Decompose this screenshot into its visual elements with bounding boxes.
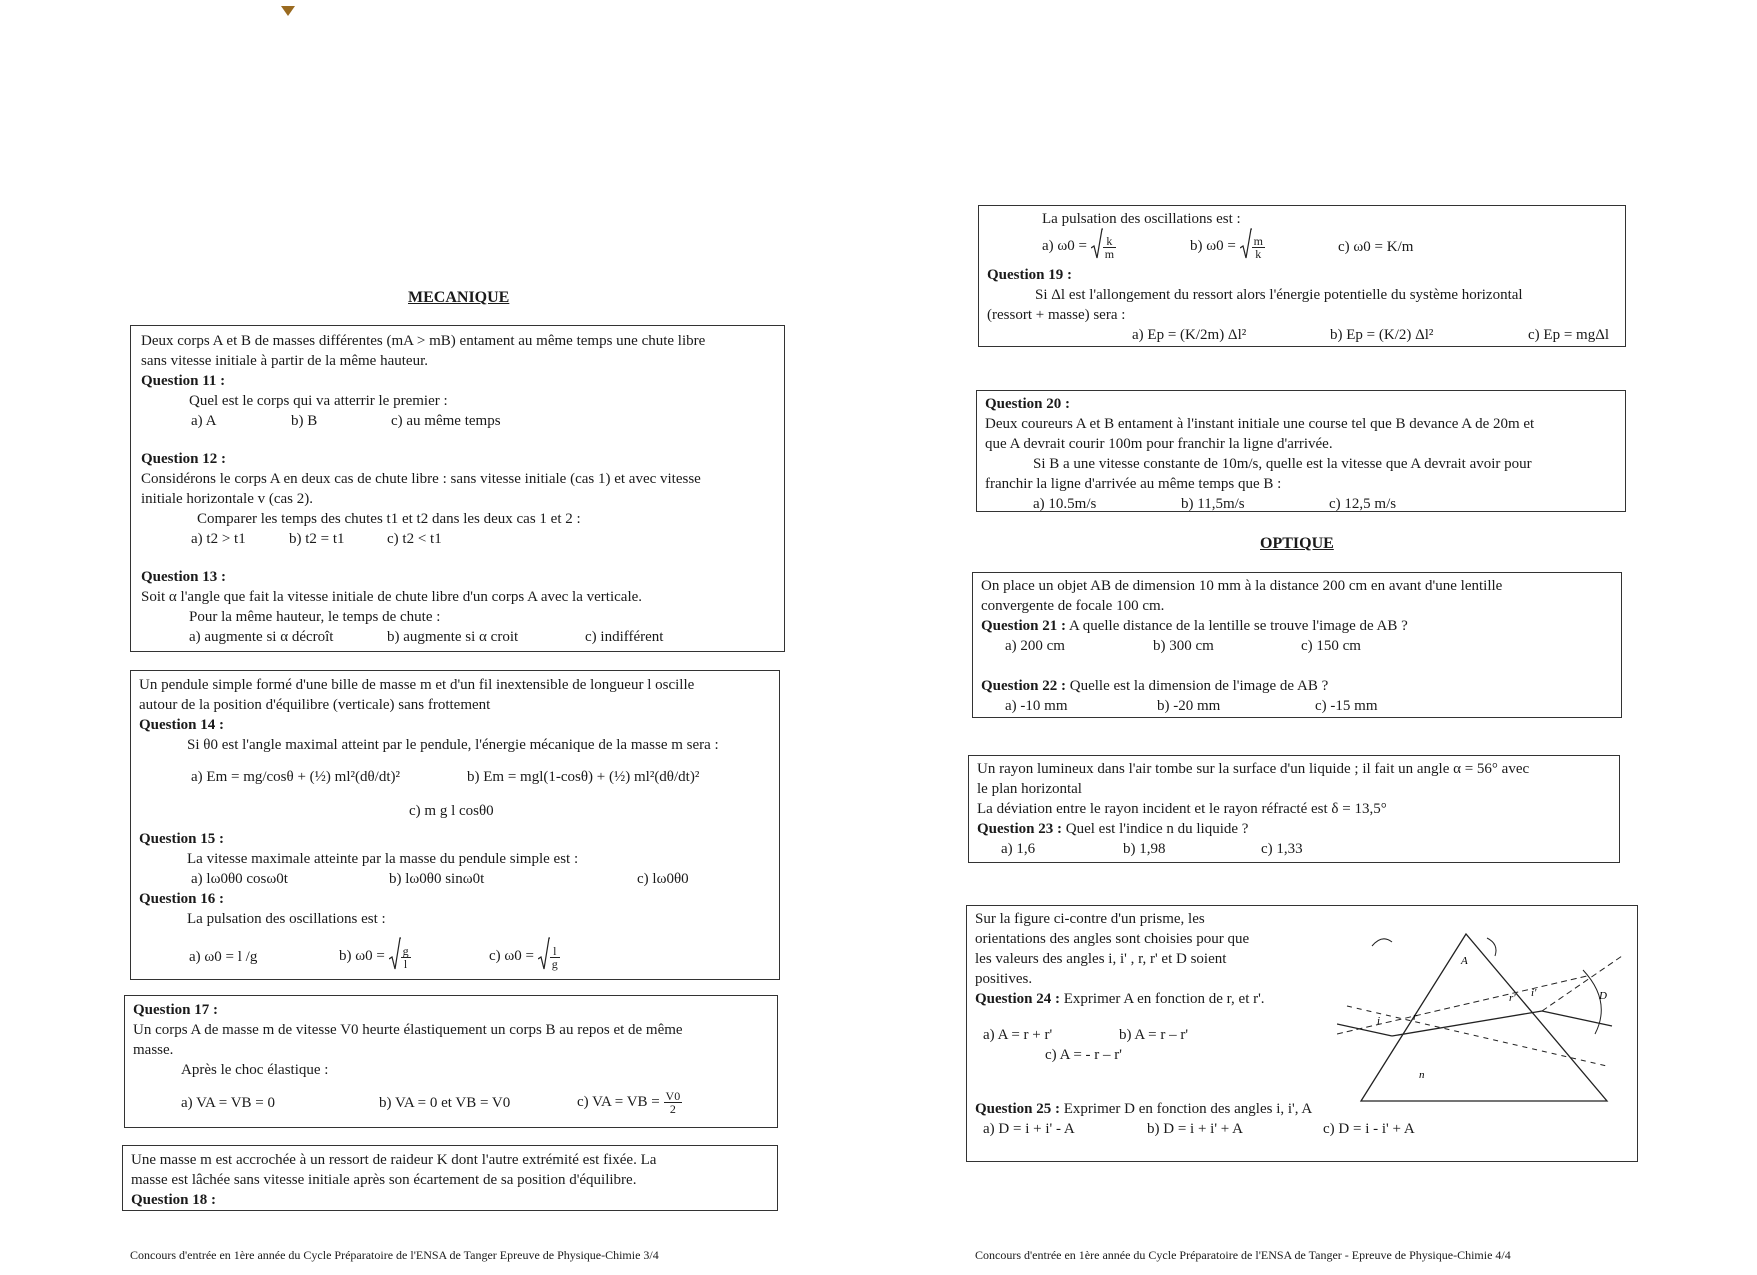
q20-option-c[interactable]: c) 12,5 m/s bbox=[1329, 496, 1397, 512]
question-20-label: Question 20 : bbox=[985, 396, 1071, 412]
q19-option-b[interactable]: b) Ep = (K/2) Δl² bbox=[1330, 327, 1434, 343]
frac-num: V0 bbox=[665, 1089, 681, 1103]
mechanics-box-2 bbox=[130, 670, 780, 980]
q22-option-a[interactable]: a) -10 mm bbox=[1005, 698, 1068, 714]
q19-option-a[interactable]: a) Ep = (K/2m) Δl² bbox=[1132, 327, 1247, 343]
q13-option-c[interactable]: c) indifférent bbox=[585, 629, 664, 645]
question-17-line3: Après le choc élastique : bbox=[181, 1062, 329, 1078]
question-22-options bbox=[981, 696, 1613, 716]
q16-c-prefix: c) ω0 = bbox=[489, 948, 534, 965]
prism-line4: positives. bbox=[975, 971, 1033, 987]
frac-den: l bbox=[403, 956, 408, 971]
q17-option-a[interactable]: a) VA = VB = 0 bbox=[181, 1094, 276, 1111]
q25-option-a[interactable]: a) D = i + i' - A bbox=[983, 1121, 1075, 1137]
q11-option-b[interactable]: b) B bbox=[291, 413, 318, 429]
question-16-label: Question 16 : bbox=[139, 891, 225, 907]
frac-den: 2 bbox=[669, 1102, 676, 1116]
mechanics-box-4 bbox=[122, 1145, 778, 1211]
box1-intro-line1: Deux corps A et B de masses différentes (mA > mB) entament au même temps une chute libre bbox=[141, 333, 706, 349]
question-16-text: La pulsation des oscillations est : bbox=[187, 911, 386, 927]
question-19-options bbox=[987, 325, 1617, 345]
prism-label-i-prime: i' bbox=[1531, 987, 1537, 999]
q23-option-b[interactable]: b) 1,98 bbox=[1123, 841, 1166, 857]
pulsation-text: La pulsation des oscillations est : bbox=[1042, 211, 1241, 227]
box1-intro-line2: sans vitesse initiale à partir de la même hauteur. bbox=[141, 353, 428, 369]
q23-option-c[interactable]: c) 1,33 bbox=[1261, 841, 1303, 857]
q18-b-prefix: b) ω0 = bbox=[1190, 238, 1236, 255]
q18-option-c[interactable]: c) ω0 = K/m bbox=[1338, 239, 1414, 255]
question-15-label: Question 15 : bbox=[139, 831, 225, 847]
question-12-line3: Comparer les temps des chutes t1 et t2 dans les deux cas 1 et 2 : bbox=[197, 511, 581, 527]
q12-option-c[interactable]: c) t2 < t1 bbox=[387, 531, 442, 547]
prism-deviation-arc bbox=[1583, 970, 1601, 1034]
prism-line1: Sur la figure ci-contre d'un prisme, les bbox=[975, 911, 1205, 927]
question-23-text: Quel est l'indice n du liquide ? bbox=[1065, 821, 1249, 837]
q18-option-b[interactable] bbox=[1190, 228, 1338, 266]
question-20-line2: que A devrait courir 100m pour franchir la ligne d'arrivée. bbox=[985, 436, 1333, 452]
question-12-line1: Considérons le corps A en deux cas de chute libre : sans vitesse initiale (cas 1) et avec vitesse bbox=[141, 471, 701, 487]
frac-num: g bbox=[402, 943, 409, 958]
q16-b-fraction bbox=[401, 945, 411, 970]
kinematics-box bbox=[976, 390, 1626, 512]
prism-label-r-prime: r' bbox=[1509, 992, 1516, 1004]
sqrt-symbol bbox=[1091, 228, 1103, 266]
question-13-line2: Pour la même hauteur, le temps de chute : bbox=[189, 609, 441, 625]
question-11-options bbox=[141, 411, 774, 431]
q21-option-b[interactable]: b) 300 cm bbox=[1153, 638, 1214, 654]
prism-incident-dashed bbox=[1337, 976, 1587, 1034]
frac-num: l bbox=[550, 945, 560, 958]
prism-figure bbox=[1337, 916, 1627, 1106]
frac-den: k bbox=[1255, 246, 1262, 261]
question-24-text: Exprimer A en fonction de r, et r'. bbox=[1063, 991, 1265, 1007]
q17-option-c[interactable] bbox=[577, 1090, 682, 1115]
question-19-line1: Si Δl est l'allongement du ressort alors l'énergie potentielle du système horizontal bbox=[1035, 287, 1523, 303]
question-20-options bbox=[985, 494, 1617, 514]
question-19-line2: (ressort + masse) sera : bbox=[987, 307, 1126, 323]
optics-prism-box bbox=[966, 905, 1638, 1162]
question-20-line3: Si B a une vitesse constante de 10m/s, quelle est la vitesse que A devrait avoir pour bbox=[1033, 456, 1532, 472]
optics-lens-box bbox=[972, 572, 1622, 718]
question-17-label: Question 17 : bbox=[133, 1002, 219, 1018]
question-23-options bbox=[977, 839, 1611, 859]
question-25-label: Question 25 : bbox=[975, 1101, 1061, 1117]
frac-num: m bbox=[1253, 233, 1263, 248]
question-19-label: Question 19 : bbox=[987, 267, 1073, 283]
question-24-label: Question 24 : bbox=[975, 991, 1061, 1007]
q16-b-prefix: b) ω0 = bbox=[339, 948, 385, 965]
footer-right: Concours d'entrée en 1ère année du Cycle Préparatoire de l'ENSA de Tanger - Epreuve de Physique-Chimie 4/4 bbox=[975, 1248, 1511, 1262]
q24-option-a[interactable]: a) A = r + r' bbox=[983, 1027, 1053, 1043]
q16-c-fraction bbox=[550, 945, 560, 970]
mechanics-box-3 bbox=[124, 995, 778, 1128]
refraction-line1: Un rayon lumineux dans l'air tombe sur la surface d'un liquide ; il fait un angle α = 56° avec bbox=[977, 761, 1530, 777]
question-12-options bbox=[141, 529, 774, 549]
q18-a-prefix: a) ω0 = bbox=[1042, 238, 1087, 255]
section-title-optique: OPTIQUE bbox=[1260, 535, 1334, 552]
q12-option-a[interactable]: a) t2 > t1 bbox=[191, 531, 246, 547]
sqrt-symbol bbox=[1240, 228, 1252, 266]
question-13-line1: Soit α l'angle que fait la vitesse initiale de chute libre d'un corps A avec la verticale. bbox=[141, 589, 643, 605]
question-12-label: Question 12 : bbox=[141, 451, 227, 467]
question-11-label: Question 11 : bbox=[141, 373, 226, 389]
q25-option-c[interactable]: c) D = i - i' + A bbox=[1323, 1121, 1415, 1137]
section-title-mecanique: MECANIQUE bbox=[408, 289, 510, 306]
question-11-text: Quel est le corps qui va atterrir le premier : bbox=[189, 393, 448, 409]
q16-option-c[interactable] bbox=[489, 937, 560, 977]
box2-intro-line2: autour de la position d'équilibre (verticale) sans frottement bbox=[139, 697, 491, 713]
sqrt-symbol bbox=[538, 937, 550, 977]
q21-option-a[interactable]: a) 200 cm bbox=[1005, 638, 1065, 654]
prism-label-r: r bbox=[1413, 1011, 1418, 1023]
q18-b-fraction bbox=[1252, 235, 1265, 260]
prism-line2: orientations des angles sont choisies pour que bbox=[975, 931, 1250, 947]
question-17-options bbox=[133, 1090, 769, 1115]
lens-line1: On place un objet AB de dimension 10 mm à la distance 200 cm en avant d'une lentille bbox=[981, 578, 1503, 594]
question-22-label: Question 22 : bbox=[981, 678, 1067, 694]
frac-num: k bbox=[1103, 235, 1116, 248]
q12-option-b[interactable]: b) t2 = t1 bbox=[289, 531, 345, 547]
refraction-line2: le plan horizontal bbox=[977, 781, 1082, 797]
q21-option-c[interactable]: c) 150 cm bbox=[1301, 638, 1361, 654]
question-18-label: Question 18 : bbox=[131, 1192, 217, 1208]
scan-mark bbox=[281, 6, 295, 16]
frac-den: m bbox=[1104, 246, 1115, 261]
q16-option-b[interactable] bbox=[339, 937, 489, 977]
q11-option-a[interactable]: a) A bbox=[191, 413, 217, 429]
prism-label-A: A bbox=[1461, 955, 1468, 967]
prism-label-n: n bbox=[1419, 1069, 1425, 1081]
lens-line2: convergente de focale 100 cm. bbox=[981, 598, 1165, 614]
q15-option-c[interactable]: c) lω0θ0 bbox=[637, 871, 689, 887]
question-16-options bbox=[139, 937, 771, 977]
q14-option-c[interactable]: c) m g l cosθ0 bbox=[409, 803, 494, 819]
q15-option-b[interactable]: b) lω0θ0 sinω0t bbox=[389, 871, 485, 887]
q20-option-a[interactable]: a) 10.5m/s bbox=[1033, 496, 1097, 512]
question-21-text: A quelle distance de la lentille se trouve l'image de AB ? bbox=[1068, 618, 1408, 634]
question-13-options bbox=[141, 627, 774, 647]
prism-orientation-arrow-right bbox=[1487, 938, 1496, 956]
q15-option-a[interactable]: a) lω0θ0 cosω0t bbox=[191, 871, 288, 887]
question-23-label: Question 23 : bbox=[977, 821, 1063, 837]
question-21-options bbox=[981, 636, 1613, 656]
q22-option-b[interactable]: b) -20 mm bbox=[1157, 698, 1221, 714]
question-12-line2: initiale horizontale v (cas 2). bbox=[141, 491, 314, 507]
box4-line2: masse est lâchée sans vitesse initiale après son écartement de sa position d'équilibre. bbox=[131, 1172, 637, 1188]
q24-option-b[interactable]: b) A = r – r' bbox=[1119, 1027, 1189, 1043]
question-15-text: La vitesse maximale atteinte par la masse du pendule simple est : bbox=[187, 851, 579, 867]
footer-left: Concours d'entrée en 1ère année du Cycle Préparatoire de l'ENSA de Tanger Epreuve de Physique-Chimie 3/4 bbox=[130, 1248, 659, 1262]
question-20-line4: franchir la ligne d'arrivée au même temps que B : bbox=[985, 476, 1282, 492]
question-14-text: Si θ0 est l'angle maximal atteint par le pendule, l'énergie mécanique de la masse m sera : bbox=[187, 737, 719, 753]
refraction-line3: La déviation entre le rayon incident et le rayon réfracté est δ = 13,5° bbox=[977, 801, 1387, 817]
mechanics-box-1 bbox=[130, 325, 785, 652]
box2-intro-line1: Un pendule simple formé d'une bille de masse m et d'un fil inextensible de longueur l oscille bbox=[139, 677, 695, 693]
question-22-text: Quelle est la dimension de l'image de AB ? bbox=[1069, 678, 1329, 694]
q14-option-b[interactable]: b) Em = mgl(1-cosθ) + (½) ml²(dθ/dt)² bbox=[467, 769, 700, 785]
mechanics-box-5 bbox=[978, 205, 1626, 347]
q17-c-prefix: c) VA = VB = bbox=[577, 1093, 660, 1110]
question-14-options-ab bbox=[139, 767, 771, 787]
q18-option-a[interactable] bbox=[1042, 228, 1190, 266]
prism-orientation-arrow-left bbox=[1372, 939, 1392, 946]
q17-option-b[interactable]: b) VA = 0 et VB = V0 bbox=[379, 1094, 511, 1111]
question-17-line1: Un corps A de masse m de vitesse V0 heurte élastiquement un corps B au repos et de même bbox=[133, 1022, 683, 1038]
question-25-options bbox=[975, 1119, 1629, 1139]
question-15-options bbox=[139, 869, 771, 889]
q14-option-a[interactable]: a) Em = mg/cosθ + (½) ml²(dθ/dt)² bbox=[191, 769, 400, 785]
q11-option-c[interactable]: c) au même temps bbox=[391, 413, 501, 429]
prism-label-i: i bbox=[1377, 1015, 1381, 1027]
question-20-line1: Deux coureurs A et B entament à l'instant initiale une course tel que B devance A de 20m et bbox=[985, 416, 1535, 432]
prism-incident-ray bbox=[1337, 1024, 1392, 1036]
q18-a-fraction bbox=[1103, 235, 1116, 260]
sqrt-symbol bbox=[389, 937, 401, 977]
q13-option-b[interactable]: b) augmente si α croit bbox=[387, 629, 519, 645]
question-18-options bbox=[987, 229, 1617, 265]
optics-refraction-box bbox=[968, 755, 1620, 863]
question-13-label: Question 13 : bbox=[141, 569, 227, 585]
q16-option-a[interactable]: a) ω0 = l /g bbox=[189, 949, 258, 965]
q20-option-b[interactable]: b) 11,5m/s bbox=[1181, 496, 1245, 512]
question-21-label: Question 21 : bbox=[981, 618, 1067, 634]
q23-option-a[interactable]: a) 1,6 bbox=[1001, 841, 1036, 857]
box4-line1: Une masse m est accrochée à un ressort de raideur K dont l'autre extrémité est fixée. La bbox=[131, 1152, 657, 1168]
question-17-line2: masse. bbox=[133, 1042, 174, 1058]
frac-den: g bbox=[551, 956, 558, 971]
prism-label-D: D bbox=[1599, 990, 1607, 1002]
q19-option-c[interactable]: c) Ep = mgΔl bbox=[1528, 327, 1610, 343]
q22-option-c[interactable]: c) -15 mm bbox=[1315, 698, 1378, 714]
q24-option-c[interactable]: c) A = - r – r' bbox=[1045, 1047, 1122, 1063]
q13-option-a[interactable]: a) augmente si α décroît bbox=[189, 629, 334, 645]
q17-c-fraction bbox=[664, 1090, 683, 1115]
question-14-label: Question 14 : bbox=[139, 717, 225, 733]
question-25-text: Exprimer D en fonction des angles i, i', A bbox=[1063, 1101, 1313, 1117]
prism-normal-line bbox=[1347, 1006, 1607, 1066]
q25-option-b[interactable]: b) D = i + i' + A bbox=[1147, 1121, 1243, 1137]
prism-line3: les valeurs des angles i, i' , r, r' et D soient bbox=[975, 951, 1227, 967]
